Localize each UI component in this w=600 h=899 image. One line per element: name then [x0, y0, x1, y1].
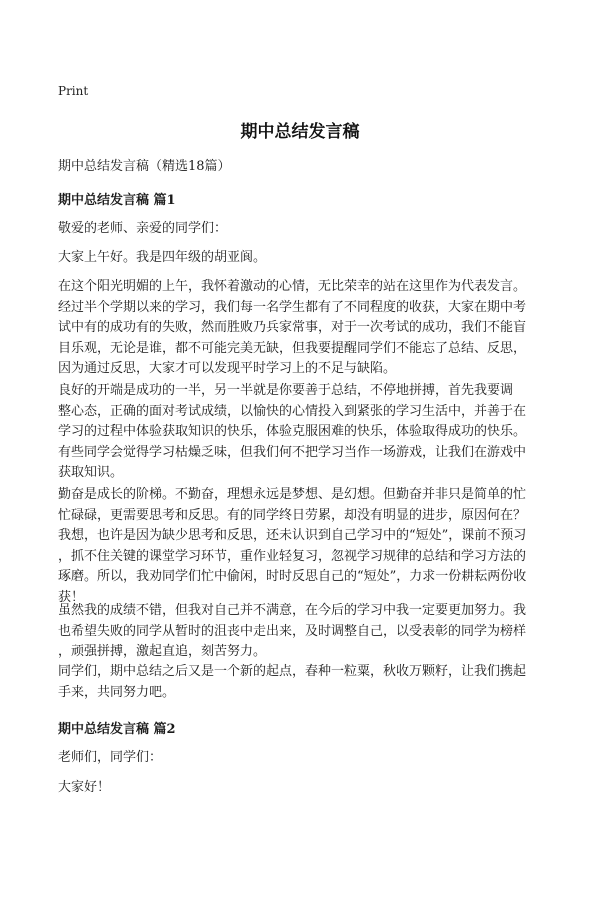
paragraph-line: 整心态，正确的面对考试成绩，以愉快的心情投入到紧张的学习生活中，并善于在	[58, 403, 527, 419]
paragraph-line: 也希望失败的同学从暂时的沮丧中走出来，及时调整自己，以受表彰的同学为榜样	[58, 623, 527, 639]
paragraph-line: 因为通过反思，大家才可以发现平时学习上的不足与缺陷。	[58, 361, 397, 376]
paragraph	[58, 778, 542, 799]
paragraph	[58, 277, 542, 380]
paragraph-line: 同学们，期中总结之后又是一个新的起点，春种一粒粟，秋收万颗籽，让我们携起	[58, 664, 527, 679]
paragraph-line: 手来，共同努力吧。	[58, 684, 176, 700]
paragraph-line: 目乐观，无论是谁，都不可能完美无缺，但我要提醒同学们不能忘了总结、反思，	[58, 340, 527, 356]
paragraph-line: 敬爱的老师、亲爱的同学们：	[58, 221, 228, 236]
print-label: Print	[58, 84, 89, 98]
paragraph-line: 良好的开端是成功的一半，另一半就是你要善于总结，不停地拼搏，首先我要调	[58, 383, 514, 398]
paragraph-line: 有些同学会觉得学习枯燥乏味，但我们何不把学习当作一场游戏，让我们在游戏中	[58, 444, 527, 460]
section-heading: 期中总结发言稿 篇1	[58, 193, 176, 208]
paragraph-line: 经过半个学期以来的学习，我们每一名学生都有了不同程度的收获，大家在期中考	[58, 299, 527, 315]
paragraph	[58, 601, 542, 663]
paragraph-line: 大家好！	[58, 780, 111, 795]
paragraph-line: 学习的过程中体验获取知识的快乐，体验克服困难的快乐，体验取得成功的快乐。	[58, 424, 527, 439]
paragraph-line: 我想，也许是因为缺少思考和反思，还未认识到自己学习中的“短处”，课前不预习	[58, 528, 527, 543]
section-heading: 期中总结发言稿 篇2	[58, 722, 176, 737]
document-title: 期中总结发言稿	[240, 122, 360, 142]
paragraph-line: 忙碌碌，更需要思考和反思。有的同学终日劳累，却没有明显的进步，原因何在？	[58, 507, 527, 523]
paragraph-line: 在这个阳光明媚的上午，我怀着激动的心情，无比荣幸的站在这里作为代表发言。	[58, 279, 527, 294]
paragraph-line: 老师们，同学们：	[58, 750, 163, 765]
paragraph	[58, 662, 542, 703]
document-subtitle: 期中总结发言稿（精选18篇）	[58, 159, 231, 174]
paragraph-line: 获取知识。	[58, 465, 124, 480]
paragraph-line: ，抓不住关键的课堂学习环节，重作业轻复习，忽视学习规律的总结和学习方法的	[58, 548, 527, 564]
paragraph	[58, 248, 542, 269]
paragraph	[58, 748, 542, 769]
paragraph	[58, 381, 542, 484]
paragraph-line: 大家上午好。我是四年级的胡亚阆。	[58, 250, 267, 265]
paragraph-line: 虽然我的成绩不错，但我对自己并不满意，在今后的学习中我一定要更加努力。我	[58, 603, 527, 618]
paragraph-line: ，顽强拼搏，激起直追，刻苦努力。	[58, 644, 267, 659]
paragraph	[58, 219, 542, 240]
paragraph	[58, 485, 542, 608]
paragraph-line: 勤奋是成长的阶梯。不勤奋，理想永远是梦想、是幻想。但勤奋并非只是简单的忙	[58, 487, 527, 502]
paragraph-line: 获！	[58, 589, 85, 605]
paragraph-line: 试中有的成功有的失败，然而胜败乃兵家常事，对于一次考试的成功，我们不能盲	[58, 320, 527, 335]
paragraph-line: 琢磨。所以，我劝同学们忙中偷闲，时时反思自己的“短处”，力求一份耕耘两份收	[58, 569, 527, 584]
